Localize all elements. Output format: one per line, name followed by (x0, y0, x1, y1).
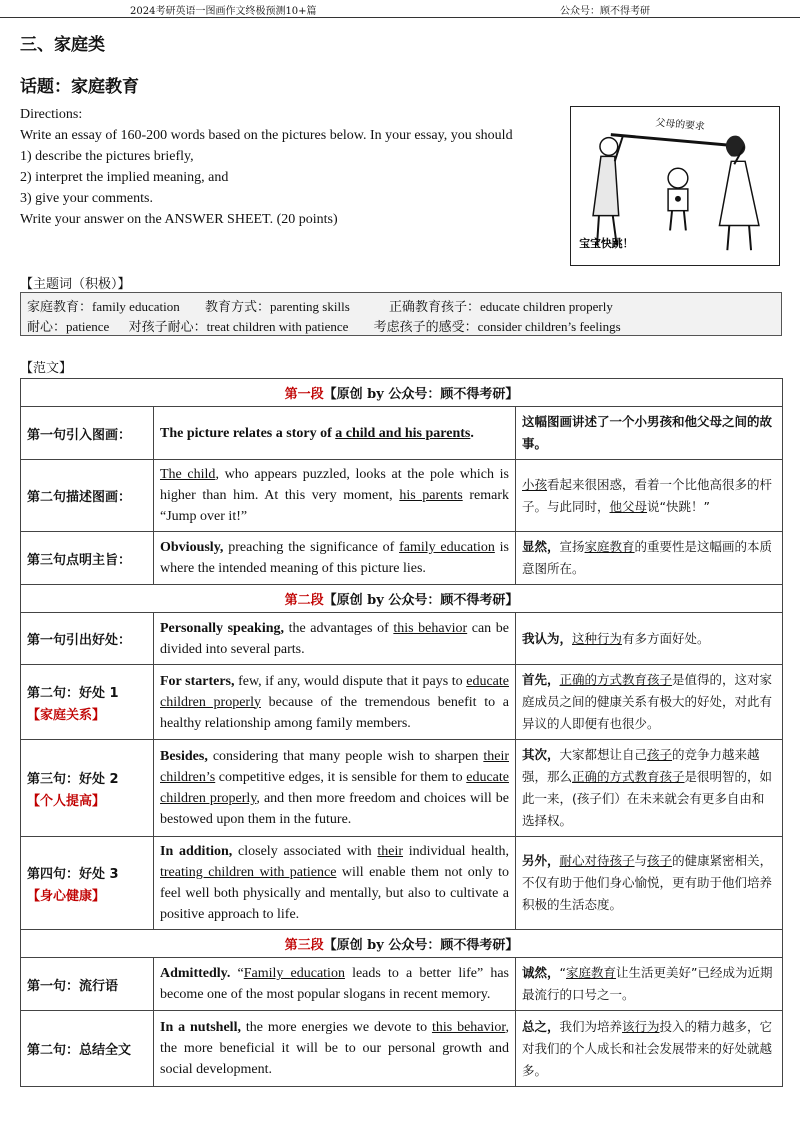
text-run: educate children properly (160, 770, 509, 806)
sentence-label (21, 665, 154, 740)
text-run: 让生活更美好”已经成为近期最流行的口号之一。 (522, 965, 773, 1002)
text-run: 与 (634, 853, 648, 868)
paragraph-number: 第二段 (284, 593, 324, 608)
chinese-translation (516, 958, 783, 1011)
keywords-line-2 (27, 316, 631, 335)
text-run: , the more beneficial it will be to our personal growth and social development. (160, 1020, 509, 1077)
text-run: 正确的方式教育孩子 (572, 769, 685, 784)
text-run: The child (160, 467, 216, 482)
sentence-label-text: 第一句引出好处： (27, 633, 132, 648)
keyword-item: 耐心：patience (27, 319, 110, 334)
father-body (593, 156, 619, 215)
directions-line: Write your answer on the ANSWER SHEET. (20 points) (20, 212, 338, 227)
text-run: . (470, 425, 474, 441)
sentence-label (21, 740, 154, 837)
sentence-label (21, 613, 154, 665)
english-sentence (154, 740, 516, 837)
english-sentence (154, 837, 516, 930)
english-sentence (154, 460, 516, 532)
text-run: Obviously, (160, 540, 224, 555)
paragraph-number: 第一段 (284, 387, 324, 402)
text-run: Family education (243, 966, 345, 981)
text-run: will enable them not only to feel well both physically and mentally, but also to cultivate a positive approach to life. (160, 865, 509, 922)
cartoon-caption: 宝宝快跳！ (579, 237, 634, 251)
text-run: In a nutshell, (160, 1020, 241, 1035)
sentence-row (21, 1011, 783, 1087)
text-run: For starters, (160, 673, 235, 689)
sentence-row (21, 532, 783, 585)
sentence-row (21, 613, 783, 665)
chinese-translation (516, 1011, 783, 1087)
text-run: 其次， (522, 747, 560, 762)
chinese-translation (516, 740, 783, 837)
text-run: The picture relates a story of (160, 425, 336, 441)
text-run: 孩子 (647, 853, 673, 868)
cartoon-illustration (571, 107, 779, 265)
sentence-label (21, 407, 154, 460)
text-run: 的健康紧密相关，不仅有助于他们身心愉悦，更有助于他们培养积极的生活态度。 (522, 853, 773, 912)
text-run: remark “Jump over it!” (160, 488, 509, 524)
text-run: 这幅图画讲述了一个小男孩和他父母之间的故事。 (522, 414, 773, 451)
keyword-item: 家庭教育：family education (27, 299, 180, 314)
sentence-label-text: 第二句：总结全文 (27, 1043, 132, 1058)
sentence-label (21, 1011, 154, 1087)
text-run: few, if any, would dispute that it pays to (234, 673, 467, 689)
text-run: 该行为 (622, 1018, 660, 1034)
text-run: 宣扬 (559, 539, 585, 554)
text-run: his parents (399, 488, 463, 503)
text-run: family education (399, 540, 495, 555)
text-run: 我们为培养 (559, 1018, 623, 1034)
paragraph-source: 【原创 by 公众号：顾不得考研】 (323, 938, 519, 953)
cartoon-pole-text: 父母的要求 (655, 117, 706, 133)
text-run: the more energies we devote to (240, 1020, 432, 1035)
sentence-row (21, 740, 783, 837)
text-run: individual health, (403, 844, 510, 859)
text-run: 孩子 (647, 747, 673, 762)
text-run: In addition, (160, 844, 233, 859)
text-run: competitive edges, it is sensible for them to (215, 770, 467, 785)
chinese-translation (516, 837, 783, 930)
paragraph-heading-row (21, 379, 783, 407)
sentence-row (21, 460, 783, 532)
text-run: 的重要性是这幅画的本质意图所在。 (522, 539, 773, 576)
sentence-label (21, 460, 154, 532)
text-run: because of the tremendous benefit to a healthy relationship among family members. (160, 694, 510, 731)
directions-line: Directions: (20, 107, 83, 122)
text-run: 总之， (522, 1018, 560, 1034)
text-run: Personally speaking, (160, 620, 284, 636)
directions-line: Write an essay of 160-200 words based on the pictures below. In your essay, you should (20, 128, 513, 143)
sample-essay-title: 【范文】 (20, 361, 73, 376)
text-run: Besides, (160, 749, 208, 764)
chinese-translation (516, 460, 783, 532)
chinese-translation (516, 532, 783, 585)
sentence-row (21, 407, 783, 460)
mother-dress (719, 161, 759, 225)
text-run: 小孩 (522, 476, 548, 492)
text-run: 诚然， (522, 965, 560, 980)
paragraph-source: 【原创 by 公众号：顾不得考研】 (323, 387, 519, 402)
english-sentence (154, 407, 516, 460)
directions (20, 104, 560, 230)
text-run: 这种行为 (572, 630, 623, 646)
text-run: 投入的精力越多，它对我们的个人成长和社会发展带来的好处就越多。 (522, 1018, 773, 1078)
text-run: 他父母 (609, 498, 648, 514)
text-run: a child and his parents (335, 425, 471, 441)
section-title: 三、家庭类 (20, 35, 105, 55)
keyword-item: 教育方式：parenting skills (204, 299, 350, 314)
text-run: considering that many people wish to sharpen (207, 749, 484, 764)
sentence-label (21, 837, 154, 930)
sentence-label (21, 532, 154, 585)
sentence-label-text: 第三句点明主旨： (27, 552, 132, 568)
text-run: 我认为， (522, 630, 573, 646)
text-run: 另外， (522, 853, 560, 868)
mother-legs (727, 226, 751, 251)
directions-line: 1) describe the pictures briefly, (20, 149, 194, 164)
text-run: “ (230, 966, 244, 981)
sentence-label-text: 第二句：好处 1 (27, 685, 119, 701)
text-run: their (377, 844, 404, 859)
page-header (0, 0, 800, 18)
text-run: their children’s (160, 749, 509, 785)
sentence-label-text: 第二句描述图画： (27, 490, 132, 505)
sentence-label-text: 第一句：流行语 (27, 978, 119, 994)
cartoon-image (570, 106, 780, 266)
english-sentence (154, 958, 516, 1011)
text-run: , and then more freedom and choices will be bestowed upon them in the future. (160, 791, 509, 827)
text-run: the advantages of (284, 620, 394, 636)
text-run: leads to a better life” has become one of the most popular slogans in recent memory. (160, 966, 509, 1002)
chinese-translation (516, 665, 783, 740)
english-sentence (154, 532, 516, 585)
child-legs (670, 211, 686, 231)
text-run: 家庭教育 (584, 539, 635, 554)
paragraph-source: 【原创 by 公众号：顾不得考研】 (323, 593, 519, 608)
sentence-label-text: 第四句：好处 3 (27, 866, 119, 882)
text-run: 正确的方式教育孩子 (559, 672, 673, 687)
sentence-label (21, 958, 154, 1011)
paragraph-heading (21, 585, 783, 613)
sentence-label-text: 第三句：好处 2 (27, 771, 119, 787)
child-badge (675, 196, 681, 202)
english-sentence (154, 665, 516, 740)
text-run: 耐心对待孩子 (559, 853, 635, 868)
text-run: “ (559, 965, 566, 980)
sentence-label-tag: 【个人提高】 (27, 793, 106, 809)
paragraph-heading-row (21, 930, 783, 958)
cartoon-pole (611, 135, 744, 147)
header-doc-title: 2024考研英语一图画作文终极预测10+篇 (130, 6, 317, 17)
text-run: treating children with patience (160, 865, 337, 880)
text-run: 是值得的，这对家庭成员之间的健康关系有极大的好处，对此有异议的人即便有也很少。 (522, 672, 773, 731)
english-sentence (154, 1011, 516, 1087)
paragraph-number: 第三段 (284, 938, 324, 953)
sentence-row (21, 665, 783, 740)
text-run: 的竞争力越来越强，那么 (522, 747, 760, 784)
directions-line: 2) interpret the implied meaning, and (20, 170, 229, 185)
sentence-label-tag: 【家庭关系】 (27, 707, 106, 723)
text-run: , who appears puzzled, looks at the pole which is higher than him. At this very moment, (160, 467, 510, 503)
text-run: this behavior (431, 1020, 506, 1035)
keywords-title: 【主题词（积极）】 (20, 277, 131, 292)
header-account: 公众号：顾不得考研 (560, 6, 650, 17)
sentence-label-text: 第一句引入图画： (27, 427, 132, 443)
text-run: educate children properly (160, 673, 509, 710)
sentence-row (21, 958, 783, 1011)
text-run: preaching the significance of (223, 540, 400, 555)
directions-line: 3) give your comments. (20, 191, 153, 206)
text-run: is where the intended meaning of this picture lies. (160, 540, 510, 576)
text-run: this behavior (393, 620, 468, 636)
sentence-row (21, 837, 783, 930)
english-sentence (154, 613, 516, 665)
paragraph-heading-row (21, 585, 783, 613)
mother-hair (726, 136, 745, 157)
child-head (668, 168, 688, 188)
text-run: 显然， (522, 539, 560, 554)
keyword-item: 正确教育孩子：educate children properly (389, 299, 613, 314)
chinese-translation (516, 407, 783, 460)
sentence-label-tag: 【身心健康】 (27, 888, 106, 904)
text-run: 说“快跳！” (647, 498, 710, 514)
paragraph-heading (21, 379, 783, 407)
text-run: 是很明智的，如此一来，(孩子们）在未来就会有更多自由和选择权。 (522, 769, 773, 828)
sample-essay-table (20, 378, 783, 1087)
text-run: Admittedly. (160, 966, 231, 981)
text-run: 家庭教育 (566, 965, 617, 980)
text-run: 看起来很困惑，看着一个比他高很多的杆子。与此同时， (522, 476, 773, 514)
keyword-item: 考虑孩子的感受：consider children’s feelings (373, 319, 621, 334)
text-run: can be divided into several parts. (160, 620, 509, 657)
keywords-line-1 (27, 296, 623, 315)
keywords-box (20, 292, 782, 336)
text-run: closely associated with (232, 844, 378, 859)
paragraph-heading (21, 930, 783, 958)
chinese-translation (516, 613, 783, 665)
father-head (600, 138, 618, 156)
topic-title: 话题：家庭教育 (20, 77, 139, 97)
keyword-item: 对孩子耐心：treat children with patience (128, 319, 349, 334)
text-run: 有多方面好处。 (622, 630, 710, 646)
text-run: 大家都想让自己 (559, 747, 648, 762)
text-run: 首先， (522, 672, 560, 687)
